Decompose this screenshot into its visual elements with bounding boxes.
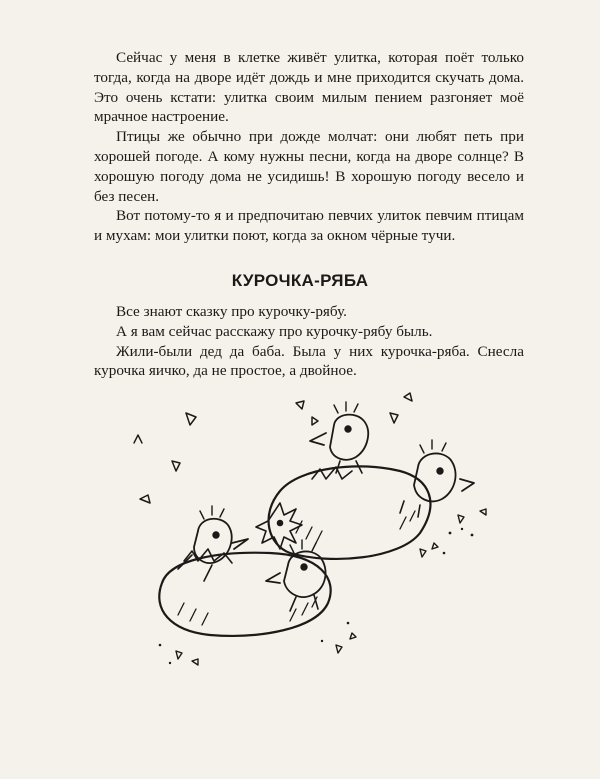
paragraph: Все знают сказку про курочку-рябу. — [116, 303, 347, 320]
chick-left — [178, 506, 248, 581]
hatching-chicks-drawing — [100, 383, 520, 683]
chick-front — [266, 540, 326, 611]
chick-middle — [256, 503, 302, 549]
paragraph: Жили-были дед да баба. Была у них курочка-ряба. Снесла курочка яичко, да не простое, а двойное. — [94, 342, 524, 380]
paragraph: Вот потому-то я и предпочитаю певчих улиток певчим птицам и мухам: мои улитки поют, когда за окном чёрные тучи. — [94, 207, 524, 245]
paragraph: Сейчас у меня в клетке живёт улитка, которая поёт только тогда, когда на дворе идёт дождь и мне приходится скучать дома. Это очень кстати: улитка своим милым пением разгоняет моё мрачное настроение. — [94, 49, 524, 126]
ryaba-story-text — [94, 302, 524, 381]
chick-top-center — [310, 402, 368, 473]
back-egg-outline — [269, 466, 431, 559]
paragraph: Птицы же обычно при дожде молчат: они любят петь при хорошей погоде. А кому нужны песни, когда на дворе солнце? В хорошую погоду дома не усидишь! В хорошую погоду весело и без песен. — [94, 128, 524, 205]
snail-story-text — [94, 48, 524, 246]
story-title: КУРОЧКА-РЯБА — [231, 271, 369, 290]
chick-right — [400, 440, 474, 517]
paragraph: А я вам сейчас расскажу про курочку-рябу быль. — [116, 322, 433, 340]
